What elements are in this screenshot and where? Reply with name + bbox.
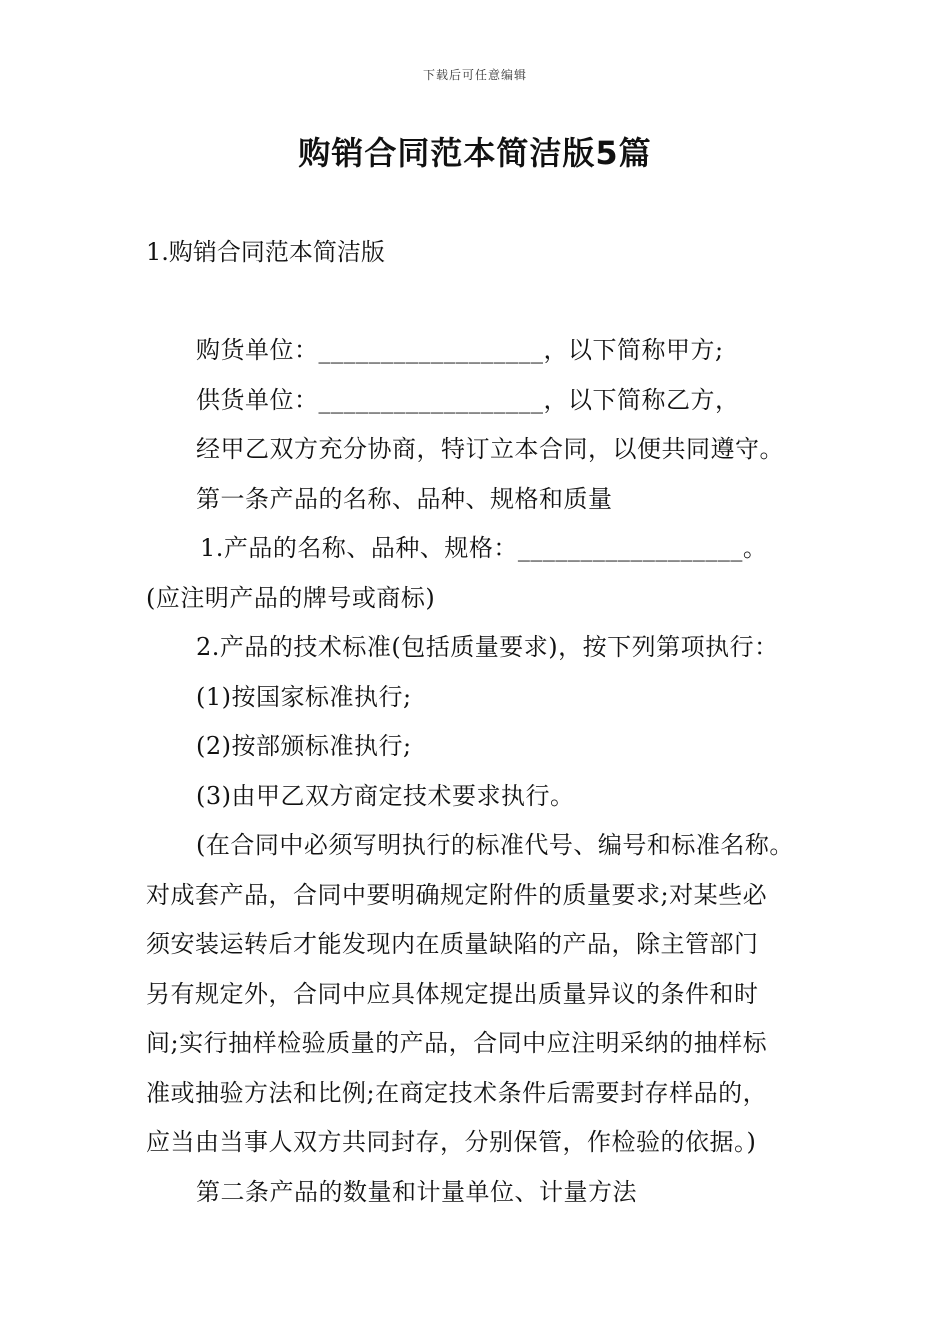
note-paragraph-line: 须安装运转后才能发现内在质量缺陷的产品，除主管部门 xyxy=(146,930,759,958)
technical-standard-line: 2.产品的技术标准(包括质量要求)，按下列第项执行： xyxy=(196,633,779,661)
header-note: 下载后可任意编辑 xyxy=(422,68,527,82)
note-paragraph-line: 应当由当事人双方共同封存，分别保管，作检验的依据。) xyxy=(146,1128,757,1156)
article-two-heading: 第二条产品的数量和计量单位、计量方法 xyxy=(196,1177,637,1206)
note-paragraph-line: 对成套产品，合同中要明确规定附件的质量要求;对某些必 xyxy=(146,880,768,909)
brand-note-line: (应注明产品的牌号或商标) xyxy=(146,583,436,612)
standard-option-3: (3)由甲乙双方商定技术要求执行。 xyxy=(196,781,575,810)
buyer-line: 购货单位：__________________，以下简称甲方; xyxy=(196,336,724,364)
document-title: 购销合同范本简洁版5篇 xyxy=(298,134,652,172)
note-paragraph-line: 另有规定外，合同中应具体规定提出质量异议的条件和时 xyxy=(146,979,759,1008)
article-one-heading: 第一条产品的名称、品种、规格和质量 xyxy=(196,484,613,513)
section-heading: 1.购销合同范本简洁版 xyxy=(146,238,385,266)
supplier-line: 供货单位：__________________，以下简称乙方， xyxy=(196,385,740,414)
note-paragraph-line: (在合同中必须写明执行的标准代号、编号和标准名称。 xyxy=(196,831,794,859)
agreement-line: 经甲乙双方充分协商，特订立本合同，以便共同遵守。 xyxy=(196,435,784,463)
note-paragraph-line: 准或抽验方法和比例;在商定技术条件后需要封存样品的， xyxy=(146,1078,768,1107)
contract-body xyxy=(146,330,846,1221)
standard-option-2: (2)按部颁标准执行; xyxy=(196,732,412,760)
note-paragraph-line: 间;实行抽样检验质量的产品，合同中应注明采纳的抽样标 xyxy=(146,1029,768,1057)
product-name-line: 1.产品的名称、品种、规格：__________________。 xyxy=(200,534,768,562)
standard-option-1: (1)按国家标准执行; xyxy=(196,682,412,711)
